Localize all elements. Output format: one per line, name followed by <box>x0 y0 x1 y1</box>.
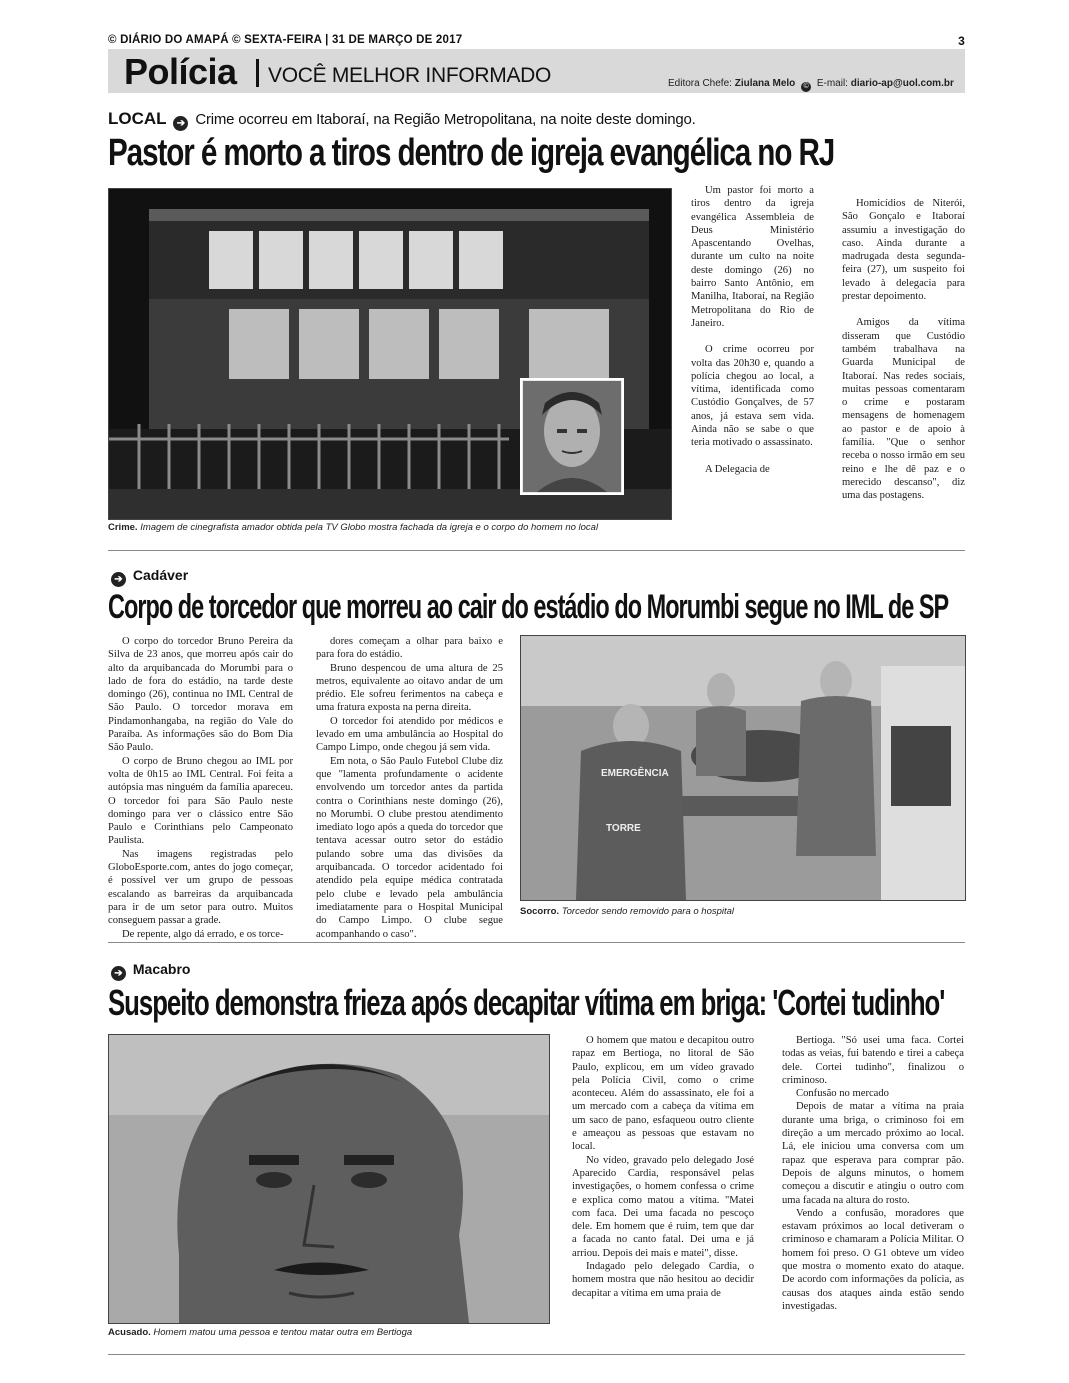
article-1-headline: Pastor é morto a tiros dentro de igreja evangélica no RJ <box>108 132 835 174</box>
suspect-portrait-image <box>109 1035 549 1323</box>
article-2-column-1 <box>108 635 293 941</box>
masthead-bar <box>108 34 965 50</box>
body-paragraph: dores começam a olhar para baixo e para fora do estádio. <box>316 636 503 661</box>
body-paragraph: Depois de matar a vítima na praia durante uma briga, o criminoso foi em direção a um mercado próximo ao local. Lá, ele iniciou uma conversa com um rapaz que esperava para comprar pão. Depois de alguns minutos, o homem começou a discutir e atingiu o outro com uma facada na altura do rosto. <box>782 1101 964 1206</box>
body-paragraph: Homicídios de Niterói, São Gonçalo e Itaboraí assumiu a investigação do caso. Ainda durante a madrugada desta segunda-feira (27), um suspeito foi levado à delegacia para prestar depoimento. <box>842 198 965 303</box>
body-paragraph: O corpo de Bruno chegou ao IML por volta de 0h15 ao IML Central. Foi feita a autópsia mas ninguém da família apareceu. O torcedor foi para São Paulo neste domingo para ver o clássico entre São Paulo e Corinthians pelo Campeonato Paulista. <box>108 755 293 847</box>
body-paragraph: Vendo a confusão, moradores que estavam próximos ao local detiveram o criminoso e chamaram a Polícia Militar. O homem foi preso. O G1 obteve um vídeo que mostra o momento exato do ataque. De acordo com informações da polícia, as causas dos ataques ainda estão sendo investigadas. <box>782 1207 964 1312</box>
caption-text: Homem matou uma pessoa e tentou matar outra em Bertioga <box>153 1327 413 1338</box>
section-tagline: VOCÊ MELHOR INFORMADO <box>268 64 552 87</box>
body-paragraph: Amigos da vítima disseram que Custódio também trabalhava na Guarda Municipal de Itaboraí. Nas redes sociais, muitas pessoas comentaram o crime e postaram mensagens de homenagem ao pastor e de apoio à família. "Que o senhor receba o nosso irmão em seu reino e lhe dê paz e o merecido descanso", diz uma das postagens. <box>842 317 965 502</box>
body-paragraph: Em nota, o São Paulo Futebol Clube diz que "lamenta profundamente o acidente envolvendo um torcedor antes da partida contra o Corinthians neste domingo (26), no Morumbi. O clube prestou atendimento imediato logo após a queda do torcedor que tentava acessar outro setor do estádio pulando sobre uma das divisões da arquibancada. O torcedor acidentado foi atendido pela equipe médica contratada pelo clube e levado pela ambulância imediatamente para o Hospital Municipal do Campo Limpo. O clube segue acompanhando o caso". <box>316 755 503 940</box>
article-1-column-1 <box>691 184 814 476</box>
email-label: E-mail: <box>816 78 848 89</box>
article-2-headline: Corpo de torcedor que morreu ao cair do estádio do Morumbi segue no IML de SP <box>108 588 949 626</box>
arrow-right-icon: ➔ <box>173 116 188 131</box>
bullet-icon: © <box>801 82 811 92</box>
section-divider <box>256 59 259 87</box>
church-facade-image <box>109 189 671 519</box>
article-1-photo <box>108 188 672 520</box>
article-2-photo <box>520 635 966 901</box>
article-1-deck: Crime ocorreu em Itaboraí, na Região Metropolitana, na noite deste domingo. <box>195 111 696 128</box>
editor-credit <box>668 78 954 92</box>
caption-text: Imagem de cinegrafista amador obtida pela TV Globo mostra fachada da igreja e o corpo do homem no local <box>140 522 599 533</box>
body-paragraph: Indagado pelo delegado Cardia, o homem mostra que não hesitou ao decidir decapitar a vítima em uma praia de <box>572 1261 754 1299</box>
article-1-column-2 <box>842 184 965 503</box>
arrow-right-icon: ➔ <box>111 966 126 981</box>
article-3-kicker: Macabro <box>132 961 191 977</box>
page-number: 3 <box>958 34 965 48</box>
editor-name: Ziulana Melo <box>734 78 796 89</box>
article-1-caption <box>108 522 668 534</box>
body-paragraph: Um pastor foi morto a tiros dentro da igreja evangélica Assembleia de Deus Ministério Apascentando Ovelhas, durante um culto na noite deste domingo (26) no bairro Santo Antônio, em Manilha, Itaboraí, na Região Metropolitana do Rio de Janeiro. <box>691 185 814 329</box>
article-2-column-2 <box>316 635 503 941</box>
body-paragraph: A Delegacia de <box>705 463 770 475</box>
body-paragraph: Nas imagens registradas pelo GloboEsporte.com, antes do jogo começar, é possível ver um grupo de pessoas escalando as barreiras da arquibancada para ir de um setor para outro. Muitos conseguem passar a grade. <box>108 848 293 927</box>
body-paragraph: O torcedor foi atendido por médicos e levado em uma ambulância ao Hospital do Campo Limpo, onde chegou já sem vida. <box>316 715 503 754</box>
article-2-caption <box>520 906 960 918</box>
article-2-kicker: Cadáver <box>132 567 189 583</box>
divider <box>108 942 965 943</box>
body-paragraph: Bertioga. "Só usei uma faca. Cortei todas as veias, fui batendo e tirei a cabeça dele. Cortei tudinho", finalizou o criminoso. <box>782 1035 964 1086</box>
rescue-scene-image <box>521 636 965 900</box>
article-1-kicker-line <box>108 110 696 131</box>
divider <box>108 1354 965 1355</box>
caption-label: Crime. <box>108 522 138 533</box>
article-2-kicker-line <box>108 566 188 587</box>
body-paragraph: De repente, algo dá errado, e os torce- <box>122 928 284 940</box>
caption-label: Socorro. <box>520 906 560 917</box>
vest-text-2: TORRE <box>606 823 641 834</box>
body-paragraph: Bruno despencou de uma altura de 25 metros, equivalente ao oitavo andar de um prédio. Ele sofreu ferimentos na cabeça e uma fratura exposta na perna direita. <box>316 662 503 714</box>
body-paragraph: No vídeo, gravado pelo delegado José Aparecido Cardia, responsável pelas investigações, o homem confessa o crime e explica como matou a vítima. "Matei com faca. Dei uma facada no pescoço dele. Em homem que é ruim, tem que dar a facada no canto fatal. Dei uma e já arriou. Depois dei mais e matei", disse. <box>572 1154 754 1259</box>
masthead-date: © DIÁRIO DO AMAPÁ © SEXTA-FEIRA | 31 DE MARÇO DE 2017 <box>108 34 463 46</box>
article-3-kicker-line <box>108 960 190 981</box>
article-1-kicker: LOCAL <box>108 109 167 128</box>
body-paragraph: O homem que matou e decapitou outro rapaz em Bertioga, no litoral de São Paulo, explicou, em um vídeo gravado pela Polícia Civil, como o crime aconteceu. Além do assassinato, ele foi a um mercado com a cabeça da vítima em um saco de pano, esfaqueou outro cliente e ameaçou as pessoas que estavam no local. <box>572 1035 754 1153</box>
article-3-caption <box>108 1327 548 1339</box>
article-3-column-2 <box>782 1034 964 1313</box>
vest-text: EMERGÊNCIA <box>601 768 669 779</box>
article-3-headline: Suspeito demonstra frieza após decapitar vítima em briga: 'Cortei tudinho' <box>108 982 945 1023</box>
editor-label: Editora Chefe: <box>668 78 732 89</box>
body-paragraph: O corpo do torcedor Bruno Pereira da Silva de 23 anos, que morreu após cair do alto da arquibancada do Morumbi para o lado de fora do estádio, na tarde deste domingo (26), continua no IML Central de São Paulo. O torcedor morava em Pindamonhangaba, na região do Vale do Paraíba. As informações são do Bom Dia São Paulo. <box>108 636 293 754</box>
article-3-photo <box>108 1034 550 1324</box>
body-paragraph: Confusão no mercado <box>796 1088 889 1100</box>
section-title: Polícia <box>124 51 237 92</box>
arrow-right-icon: ➔ <box>111 572 126 587</box>
body-paragraph: O crime ocorreu por volta das 20h30 e, quando a polícia chegou ao local, a vítima, identificada como Custódio Gonçalves, de 57 anos, já estava sem vida. Ainda não se sabe o que teria motivado o assassinato. <box>691 344 814 449</box>
divider <box>108 550 965 551</box>
caption-text: Torcedor sendo removido para o hospital <box>561 906 735 917</box>
article-3-column-1 <box>572 1034 754 1300</box>
email-address[interactable]: diario-ap@uol.com.br <box>850 78 954 89</box>
caption-label: Acusado. <box>108 1327 151 1338</box>
